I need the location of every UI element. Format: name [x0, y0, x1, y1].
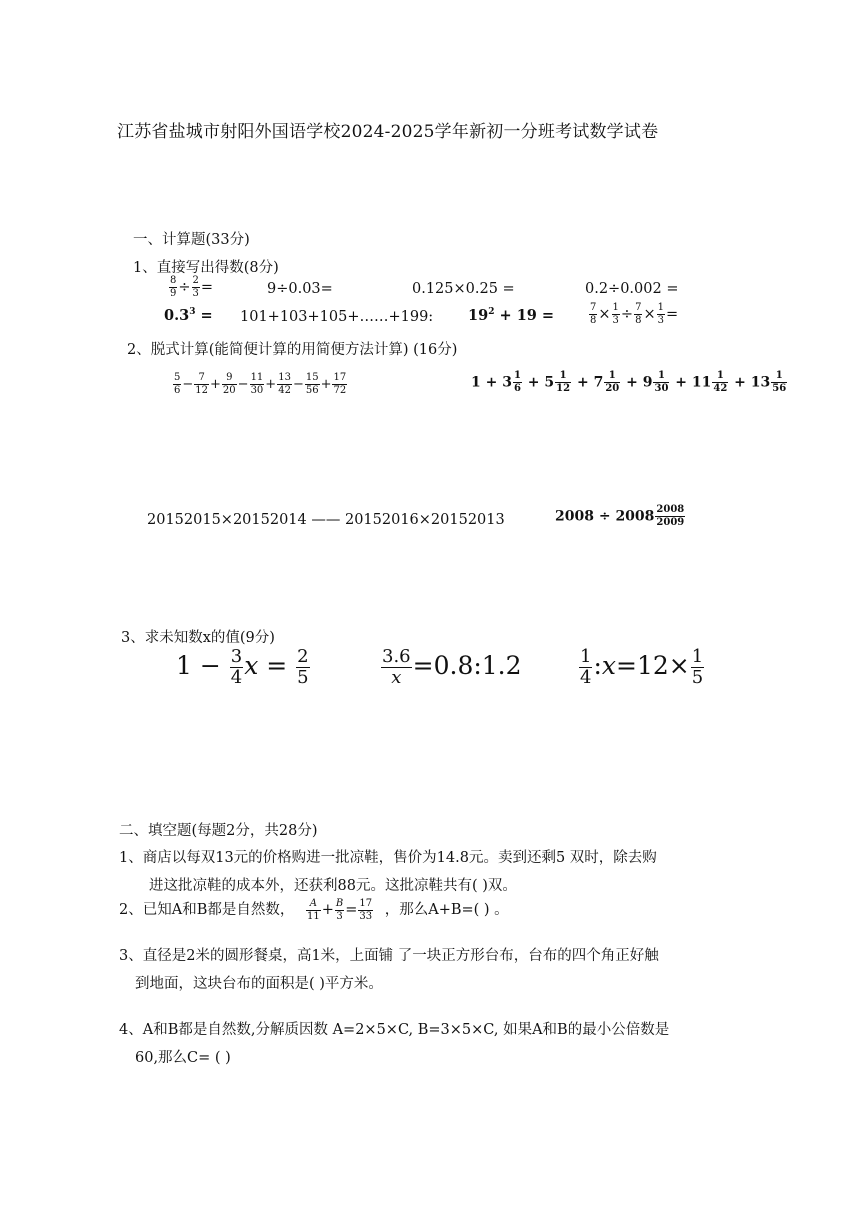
expression: 9÷0.03= [267, 281, 333, 297]
fraction-expression: $\frac{A}{11}$ + $\frac{B}{3}$ = $\frac{17}{33}$ [306, 897, 373, 922]
question-text: 3、直径是2米的圆形餐桌，高1米，上面铺 了一块正方形台布，台布的四个角正好触 [119, 948, 659, 964]
equation: $\frac{1}{4}$ :x=12× $\frac{1}{5}$ [580, 646, 704, 688]
expression: 101+103+105+……+199: [240, 309, 434, 325]
question-text: 1、商店以每双13元的价格购进一批凉鞋，售价为14.8元。卖到还剩5 双时，除去购 [119, 850, 657, 866]
page-title: 江苏省盐城市射阳外国语学校2024-2025学年新初一分班考试数学试卷 [117, 122, 659, 142]
question-text: 进这批凉鞋的成本外，还获利88元。这批凉鞋共有( )双。 [149, 878, 517, 894]
equation: $\frac{3.6}{x}$ =0.8:1.2 [382, 646, 522, 688]
question-label: 1、直接写出得数(8分) [133, 260, 279, 276]
expression: $\frac{5}{6}$ − $\frac{7}{12}$ + $\frac{9}{20}$ − $\frac{11}{30}$ + $\frac{13}{42}$ − $\frac{15}{56}$ + $\frac{17}{72}$ [174, 372, 347, 396]
question-text: 4、A和B都是自然数,分解质因数 A=2×5×C, B=3×5×C, 如果A和B的最小公倍数是 [119, 1022, 670, 1038]
expression: 1 + 3 $\frac{1}{6}$ + 5 $\frac{1}{12}$ + 7 $\frac{1}{20}$ + 9 $\frac{1}{30}$ + 11 $\frac{1}{42}$ + 13 $\frac{1}{56}$ [471, 370, 787, 394]
question-text: 60,那么C= ( ) [135, 1050, 231, 1066]
question-text [119, 898, 509, 922]
question-label: 3、求未知数x的值(9分) [121, 630, 275, 646]
expression: 0.125×0.25 = [412, 281, 515, 297]
section-heading: 二、填空题(每题2分，共28分) [119, 823, 318, 839]
expression: 2008 ÷ 2008 $\frac{2008}{2009}$ [555, 504, 685, 528]
expression: $0.3^3$ = [164, 307, 213, 324]
question-label: 2、脱式计算(能简便计算的用简便方法计算) (16分) [127, 342, 458, 358]
question-text: 到地面，这块台布的面积是( )平方米。 [135, 976, 383, 992]
question-prefix: 2、已知A和B都是自然数， [119, 902, 295, 918]
expression: $\frac{8}{9}$ ÷ $\frac{2}{3}$ = [170, 275, 214, 299]
expression: $\frac{7}{8}$ × $\frac{1}{3}$ ÷ $\frac{7}{8}$ × $\frac{1}{3}$ = [590, 302, 679, 326]
expression: 20152015×20152014 —— 20152016×20152013 [147, 512, 505, 528]
section-heading: 一、计算题(33分) [133, 232, 250, 248]
expression: 0.2÷0.002 = [585, 281, 679, 297]
expression: $19^2 + 19$ = [468, 307, 555, 324]
equation: 1 − $\frac{3}{4}$ x = $\frac{2}{5}$ [176, 646, 309, 688]
question-suffix: ，那么A+B=( ) 。 [384, 902, 509, 918]
